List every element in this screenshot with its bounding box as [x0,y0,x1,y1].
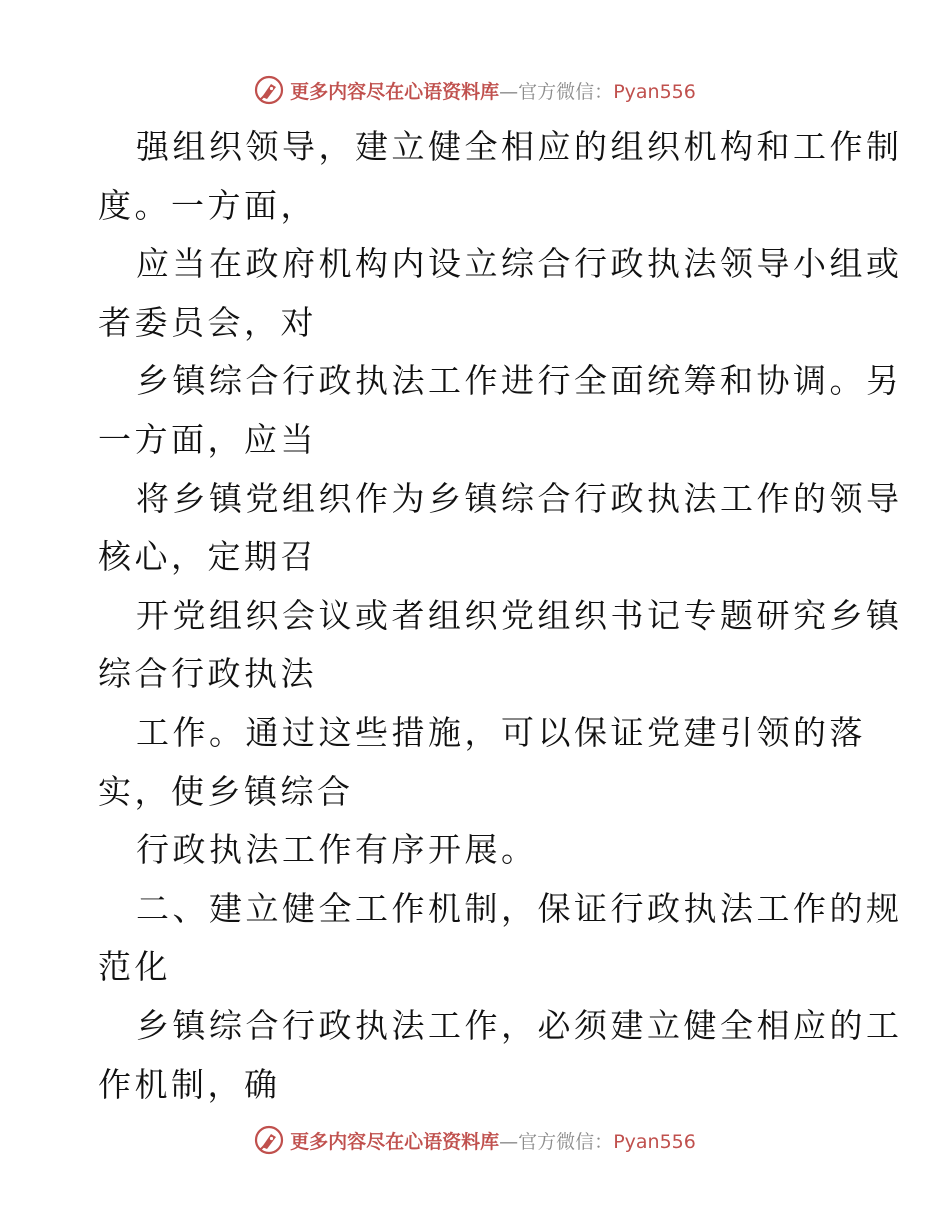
header-banner-text [290,77,696,104]
pen-nib-circle-icon [254,1125,284,1155]
text-line: 者委员会，对 [98,302,317,342]
footer-banner-text [290,1127,696,1154]
text-line: 一方面，应当 [98,419,317,459]
text-line: 范化 [98,947,171,987]
text-line: 行政执法工作有序开展。 [136,830,538,870]
header-brand: 更多内容尽在心语资料库 [290,80,500,103]
footer-brand: 更多内容尽在心语资料库 [290,1130,500,1153]
header-dash: — [499,80,519,103]
footer-banner [0,1120,950,1160]
text-line: 核心，定期召 [98,537,317,577]
header-wechat-id: Pyan556 [613,80,696,103]
pen-nib-circle-icon [254,75,284,105]
text-line: 强组织领导，建立健全相应的组织机构和工作制 [136,127,903,166]
text-line: 度。一方面， [98,185,317,225]
header-wechat-label: 官方微信： [518,80,614,103]
body-text [98,118,903,1114]
text-line: 应当在政府机构内设立综合行政执法领导小组或 [136,244,903,284]
text-line: 综合行政执法 [98,654,317,694]
footer-wechat-id: Pyan556 [613,1130,696,1153]
text-line: 将乡镇党组织作为乡镇综合行政执法工作的领导 [136,478,903,518]
footer-wechat-label: 官方微信： [518,1130,614,1153]
text-line: 乡镇综合行政执法工作，必须建立健全相应的工 [136,1005,903,1045]
header-banner [0,70,950,110]
text-line: 工作。通过这些措施，可以保证党建引领的落 [136,712,866,752]
section-heading: 二、建立健全工作机制，保证行政执法工作的规 [136,888,903,928]
text-line: 作机制，确 [98,1064,281,1104]
footer-dash: — [499,1130,519,1153]
text-line: 开党组织会议或者组织党组织书记专题研究乡镇 [136,595,903,635]
text-line: 实，使乡镇综合 [98,771,354,811]
text-line: 乡镇综合行政执法工作进行全面统筹和协调。另 [136,361,903,401]
